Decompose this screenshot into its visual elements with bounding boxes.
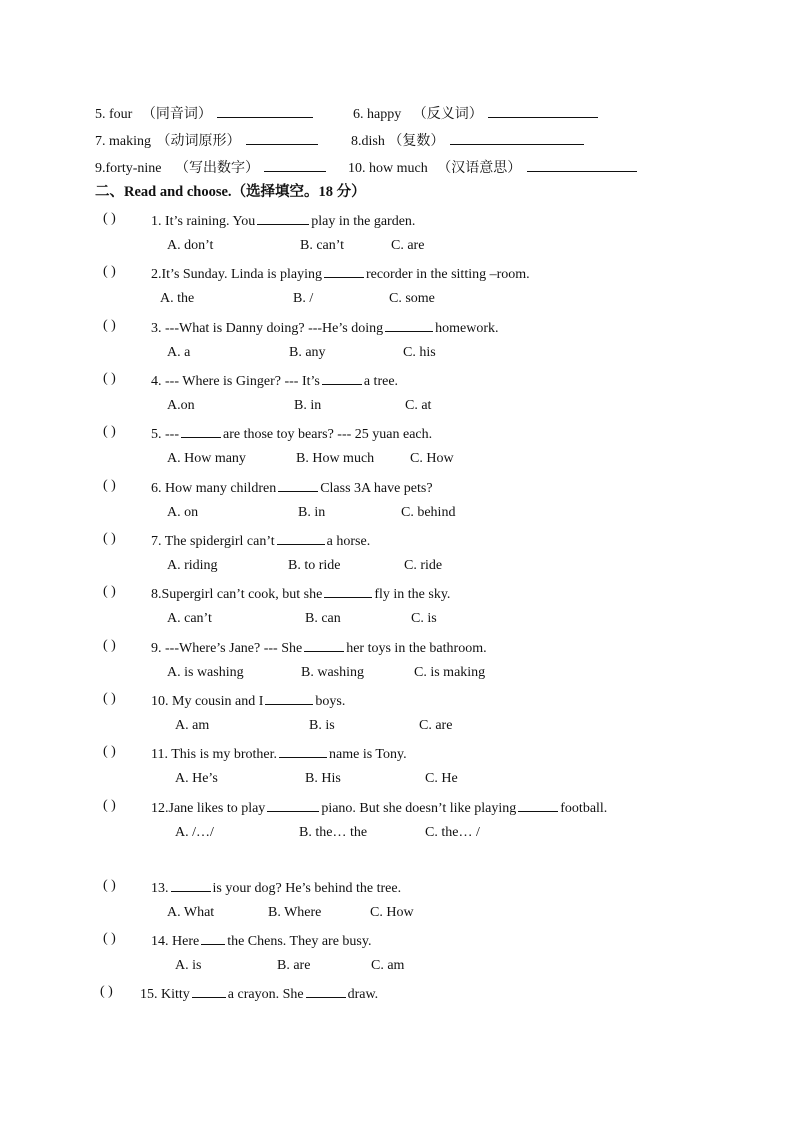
stem-text: play in the garden. xyxy=(311,214,416,229)
option-c[interactable]: C. some xyxy=(389,291,435,306)
option-b[interactable]: B. Where xyxy=(268,905,322,920)
fill-blank[interactable] xyxy=(518,797,558,812)
option-b[interactable]: B. / xyxy=(293,291,314,306)
option-b[interactable]: B. any xyxy=(289,345,326,360)
question-15 xyxy=(0,983,794,1001)
question-stem xyxy=(151,210,415,231)
stem-text: 9. ---Where’s Jane? --- She xyxy=(151,641,303,656)
vocab-item-5 xyxy=(95,103,315,124)
option-a[interactable]: A. /…/ xyxy=(175,825,214,840)
option-c[interactable]: C. at xyxy=(405,398,432,413)
answer-parentheses[interactable]: ( ) xyxy=(103,798,116,813)
option-c[interactable]: C. his xyxy=(403,345,436,360)
answer-parentheses[interactable]: ( ) xyxy=(103,878,116,893)
question-14 xyxy=(0,930,794,948)
options-row-10 xyxy=(0,717,794,735)
fill-blank[interactable] xyxy=(324,263,364,278)
question-stem xyxy=(151,263,530,284)
question-stem xyxy=(151,477,433,498)
question-10 xyxy=(0,690,794,708)
options-row-1 xyxy=(0,237,794,255)
stem-text: homework. xyxy=(435,321,499,336)
stem-text: boys. xyxy=(315,694,346,709)
fill-blank[interactable] xyxy=(385,317,433,332)
option-b[interactable]: B. the… the xyxy=(299,825,368,840)
stem-text: 8.Supergirl can’t cook, but she xyxy=(151,587,323,602)
answer-parentheses[interactable]: ( ) xyxy=(103,371,116,386)
stem-text: name is Tony. xyxy=(329,747,407,762)
question-stem xyxy=(151,797,607,818)
options-row-7 xyxy=(0,557,794,575)
vocab-hint: （反义词） xyxy=(412,107,483,122)
stem-text: 12.Jane likes to play xyxy=(151,801,266,816)
fill-blank[interactable] xyxy=(181,423,221,438)
vocab-item-10 xyxy=(348,157,639,178)
stem-text: a tree. xyxy=(363,374,399,389)
answer-parentheses[interactable]: ( ) xyxy=(103,691,116,706)
question-stem xyxy=(151,317,499,338)
stem-text: 6. How many children xyxy=(151,481,277,496)
option-b[interactable]: B. in xyxy=(298,505,326,520)
answer-parentheses[interactable]: ( ) xyxy=(103,931,116,946)
stem-text: fly in the sky. xyxy=(374,587,451,602)
stem-text: 4. --- Where is Ginger? --- It’s xyxy=(151,374,320,389)
vocab-label: 10. how much xyxy=(348,161,428,176)
answer-parentheses[interactable]: ( ) xyxy=(103,638,116,653)
fill-blank[interactable] xyxy=(257,210,309,225)
stem-text: football. xyxy=(560,801,608,816)
fill-blank[interactable] xyxy=(265,690,313,705)
fill-blank[interactable] xyxy=(201,930,225,945)
section-heading xyxy=(95,183,366,201)
vocab-item-7 xyxy=(95,130,320,151)
answer-parentheses[interactable]: ( ) xyxy=(103,424,116,439)
stem-text: 13. xyxy=(151,881,169,896)
options-row-11 xyxy=(0,770,794,788)
section-title-cn: （选择填空。18 分） xyxy=(231,184,366,200)
fill-blank[interactable] xyxy=(322,370,362,385)
option-c[interactable]: C. ride xyxy=(404,558,443,573)
answer-blank[interactable] xyxy=(246,130,318,145)
question-4 xyxy=(0,370,794,388)
vocab-label: 9.forty-nine xyxy=(95,161,162,176)
options-row-2 xyxy=(0,290,794,308)
section-number: 二、 xyxy=(95,184,124,200)
vocab-label: 8.dish xyxy=(351,134,385,149)
option-a[interactable]: A. He’s xyxy=(175,771,218,786)
stem-text: are those toy bears? --- 25 yuan each. xyxy=(223,427,433,442)
answer-parentheses[interactable]: ( ) xyxy=(100,984,113,999)
stem-text: 5. --- xyxy=(151,427,179,442)
option-c[interactable]: C. is xyxy=(411,611,437,626)
option-c[interactable]: C. How xyxy=(410,451,454,466)
fill-blank[interactable] xyxy=(267,797,319,812)
stem-text: 14. Here xyxy=(151,934,200,949)
fill-blank[interactable] xyxy=(277,530,325,545)
question-8 xyxy=(0,583,794,601)
answer-blank[interactable] xyxy=(527,157,637,172)
stem-text: a horse. xyxy=(326,534,371,549)
question-7 xyxy=(0,530,794,548)
stem-text: a crayon. She xyxy=(227,987,304,1002)
vocab-label: 6. happy xyxy=(353,107,402,122)
question-2 xyxy=(0,263,794,281)
option-a[interactable]: A. How many xyxy=(167,451,246,466)
answer-parentheses[interactable]: ( ) xyxy=(103,744,116,759)
answer-blank[interactable] xyxy=(217,103,313,118)
question-stem xyxy=(151,637,487,658)
stem-text: 7. The spidergirl can’t xyxy=(151,534,275,549)
answer-blank[interactable] xyxy=(488,103,598,118)
stem-text: draw. xyxy=(347,987,379,1002)
options-row-14 xyxy=(0,957,794,975)
vocab-label: 7. making xyxy=(95,134,151,149)
option-b[interactable]: B. washing xyxy=(301,665,364,680)
option-b[interactable]: B. is xyxy=(309,718,335,733)
option-a[interactable]: A. a xyxy=(167,345,191,360)
options-row-3 xyxy=(0,344,794,362)
option-a[interactable]: A. am xyxy=(175,718,210,733)
question-11 xyxy=(0,743,794,761)
answer-parentheses[interactable]: ( ) xyxy=(103,584,116,599)
option-c[interactable]: C. are xyxy=(391,238,425,253)
options-row-4 xyxy=(0,397,794,415)
option-b[interactable]: B. can’t xyxy=(300,238,345,253)
vocab-item-6 xyxy=(353,103,600,124)
stem-text: 2.It’s Sunday. Linda is playing xyxy=(151,267,322,282)
option-a[interactable]: A. riding xyxy=(167,558,218,573)
answer-parentheses[interactable]: ( ) xyxy=(103,478,116,493)
vocab-hint: （写出数字） xyxy=(174,161,259,176)
option-c[interactable]: C. am xyxy=(371,958,405,973)
question-stem xyxy=(151,743,407,764)
vocab-hint: （同音词） xyxy=(141,107,212,122)
option-b[interactable]: B. are xyxy=(277,958,311,973)
option-b[interactable]: B. His xyxy=(305,771,341,786)
stem-text: the Chens. They are busy. xyxy=(227,934,372,949)
stem-text: 10. My cousin and I xyxy=(151,694,264,709)
stem-text: 11. This is my brother. xyxy=(151,747,277,762)
stem-text: 15. Kitty xyxy=(140,987,190,1002)
option-c[interactable]: C. the… / xyxy=(425,825,480,840)
option-a[interactable]: A.on xyxy=(167,398,195,413)
options-row-9 xyxy=(0,664,794,682)
answer-parentheses[interactable]: ( ) xyxy=(103,531,116,546)
options-row-13 xyxy=(0,904,794,922)
option-b[interactable]: B. How much xyxy=(296,451,375,466)
question-1 xyxy=(0,210,794,228)
option-b[interactable]: B. in xyxy=(294,398,322,413)
answer-parentheses[interactable]: ( ) xyxy=(103,264,116,279)
fill-blank[interactable] xyxy=(171,877,211,892)
question-stem xyxy=(151,690,345,711)
answer-blank[interactable] xyxy=(450,130,584,145)
vocab-hint: （动词原形） xyxy=(156,134,241,149)
options-row-8 xyxy=(0,610,794,628)
stem-text: her toys in the bathroom. xyxy=(346,641,487,656)
option-a[interactable]: A. on xyxy=(167,505,199,520)
option-a[interactable]: A. is washing xyxy=(167,665,244,680)
question-3 xyxy=(0,317,794,335)
options-row-6 xyxy=(0,504,794,522)
stem-text: is your dog? He’s behind the tree. xyxy=(212,881,402,896)
answer-blank[interactable] xyxy=(264,157,326,172)
question-stem xyxy=(151,370,398,391)
vocab-hint: （汉语意思） xyxy=(437,161,522,176)
option-a[interactable]: A. can’t xyxy=(167,611,212,626)
vocab-hint: （复数） xyxy=(388,134,445,149)
answer-parentheses[interactable]: ( ) xyxy=(103,211,116,226)
option-c[interactable]: C. behind xyxy=(401,505,456,520)
question-stem xyxy=(151,877,401,898)
question-stem xyxy=(140,983,378,1004)
question-stem xyxy=(151,930,371,951)
option-a[interactable]: A. the xyxy=(160,291,195,306)
fill-blank[interactable] xyxy=(278,477,318,492)
fill-blank[interactable] xyxy=(324,583,372,598)
question-stem xyxy=(151,583,450,604)
fill-blank[interactable] xyxy=(306,983,346,998)
fill-blank[interactable] xyxy=(304,637,344,652)
question-stem xyxy=(151,530,370,551)
question-stem xyxy=(151,423,432,444)
stem-text: Class 3A have pets? xyxy=(320,481,433,496)
question-12 xyxy=(0,797,794,815)
option-b[interactable]: B. to ride xyxy=(288,558,341,573)
option-c[interactable]: C. are xyxy=(419,718,453,733)
vocab-label: 5. four xyxy=(95,107,133,122)
option-b[interactable]: B. can xyxy=(305,611,341,626)
options-row-5 xyxy=(0,450,794,468)
question-9 xyxy=(0,637,794,655)
option-a[interactable]: A. is xyxy=(175,958,202,973)
stem-text: piano. But she doesn’t like playing xyxy=(321,801,517,816)
fill-blank[interactable] xyxy=(279,743,327,758)
answer-parentheses[interactable]: ( ) xyxy=(103,318,116,333)
stem-text: 1. It’s raining. You xyxy=(151,214,256,229)
stem-text: 3. ---What is Danny doing? ---He’s doing xyxy=(151,321,384,336)
stem-text: recorder in the sitting –room. xyxy=(365,267,530,282)
option-a[interactable]: A. don’t xyxy=(167,238,214,253)
fill-blank[interactable] xyxy=(192,983,226,998)
question-13 xyxy=(0,877,794,895)
vocab-item-9 xyxy=(95,157,328,178)
question-5 xyxy=(0,423,794,441)
option-c[interactable]: C. is making xyxy=(414,665,486,680)
question-6 xyxy=(0,477,794,495)
section-title-en: Read and choose. xyxy=(124,184,232,200)
vocab-item-8 xyxy=(351,130,586,151)
option-a[interactable]: A. What xyxy=(167,905,215,920)
option-c[interactable]: C. He xyxy=(425,771,458,786)
options-row-12 xyxy=(0,824,794,842)
option-c[interactable]: C. How xyxy=(370,905,414,920)
